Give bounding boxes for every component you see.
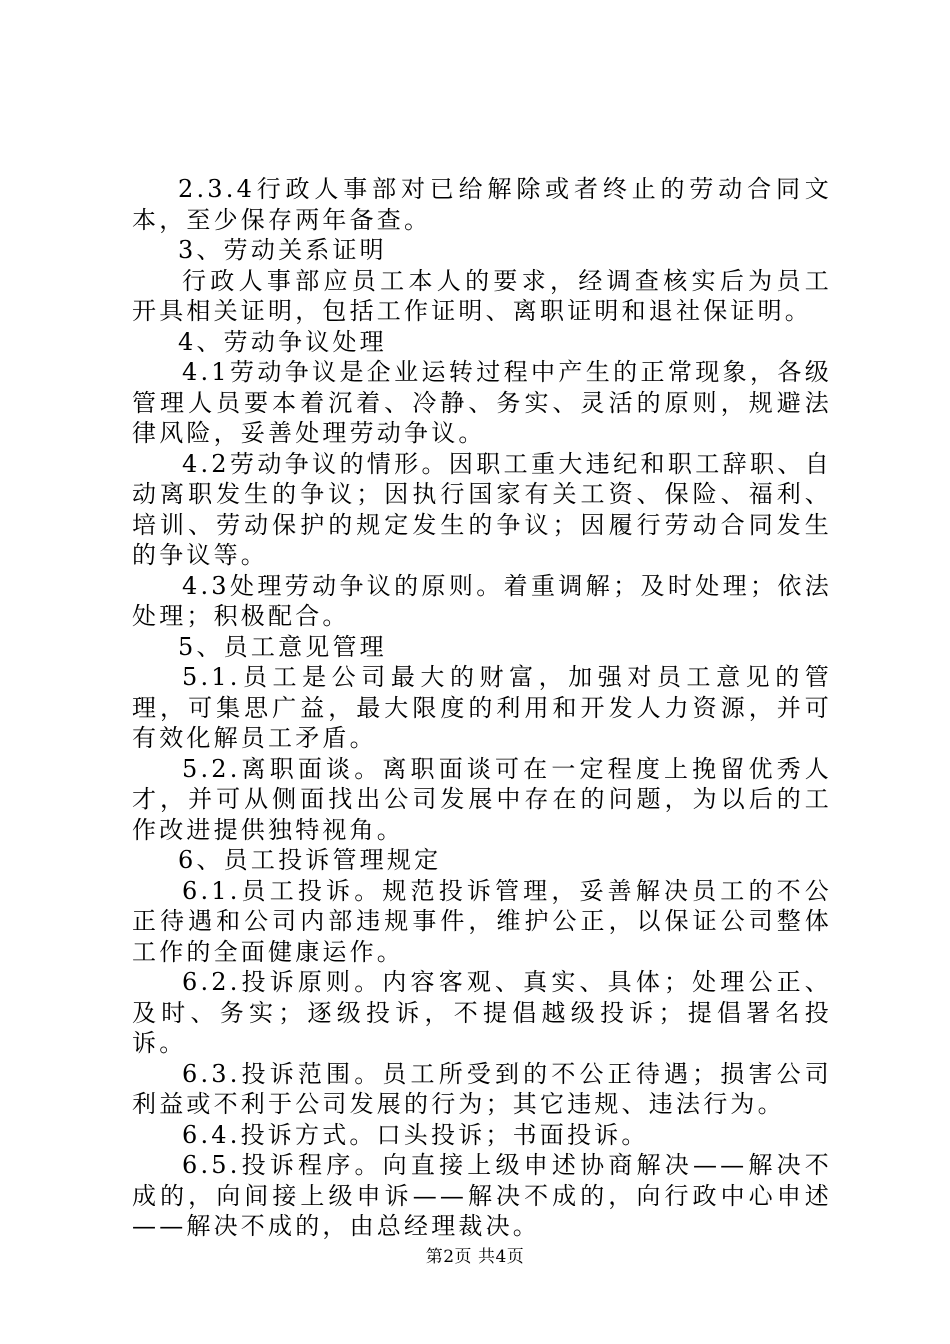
paragraph-2-3-4: 2.3.4行政人事部对已给解除或者终止的劳动合同文本，至少保存两年备查。 — [132, 175, 832, 234]
page-number-footer: 第2页 共4页 — [425, 1247, 525, 1267]
heading-3-labor-relations-certificate: 3、劳动关系证明 — [178, 236, 387, 264]
paragraph-4-1: 4.1劳动争议是企业运转过程中产生的正常现象，各级管理人员要本着沉着、冷静、务实、灵活的原则，规避法律风险，妥善处理劳动争议。 — [132, 358, 832, 447]
heading-6-employee-complaint: 6、员工投诉管理规定 — [178, 846, 442, 874]
paragraph-4-2: 4.2劳动争议的情形。因职工重大违纪和职工辞职、自动离职发生的争议；因执行国家有关工资、保险、福利、培训、劳动保护的规定发生的争议；因履行劳动合同发生的争议等。 — [132, 449, 832, 569]
paragraph-5-1: 5.1.员工是公司最大的财富，加强对员工意见的管理，可集思广益，最大限度的利用和开发人力资源，并可有效化解员工矛盾。 — [132, 663, 832, 752]
heading-4-labor-dispute: 4、劳动争议处理 — [178, 327, 387, 356]
paragraph-6-1: 6.1.员工投诉。规范投诉管理，妥善解决员工的不公正待遇和公司内部违规事件，维护公正，以保证公司整体工作的全面健康运作。 — [132, 876, 832, 966]
paragraph-3-body: 行政人事部应员工本人的要求，经调查核实后为员工开具相关证明，包括工作证明、离职证明和退社保证明。 — [132, 266, 832, 325]
paragraph-6-5: 6.5.投诉程序。向直接上级申述协商解决——解决不成的，向间接上级申诉——解决不成的，向行政中心申述——解决不成的，由总经理裁决。 — [132, 1151, 832, 1240]
paragraph-5-2: 5.2.离职面谈。离职面谈可在一定程度上挽留优秀人才，并可从侧面找出公司发展中存在的问题，为以后的工作改进提供独特视角。 — [132, 754, 832, 844]
paragraph-6-4: 6.4.投诉方式。口头投诉；书面投诉。 — [182, 1120, 649, 1149]
document-body — [132, 174, 832, 1242]
paragraph-6-3: 6.3.投诉范围。员工所受到的不公正待遇；损害公司利益或不利于公司发展的行为；其它违规、违法行为。 — [132, 1059, 832, 1118]
paragraph-4-3: 4.3处理劳动争议的原则。着重调解；及时处理；依法处理；积极配合。 — [132, 571, 832, 630]
paragraph-6-2: 6.2.投诉原则。内容客观、真实、具体；处理公正、及时、务实；逐级投诉，不提倡越级投诉；提倡署名投诉。 — [132, 968, 832, 1057]
heading-5-employee-opinion: 5、员工意见管理 — [178, 632, 387, 661]
